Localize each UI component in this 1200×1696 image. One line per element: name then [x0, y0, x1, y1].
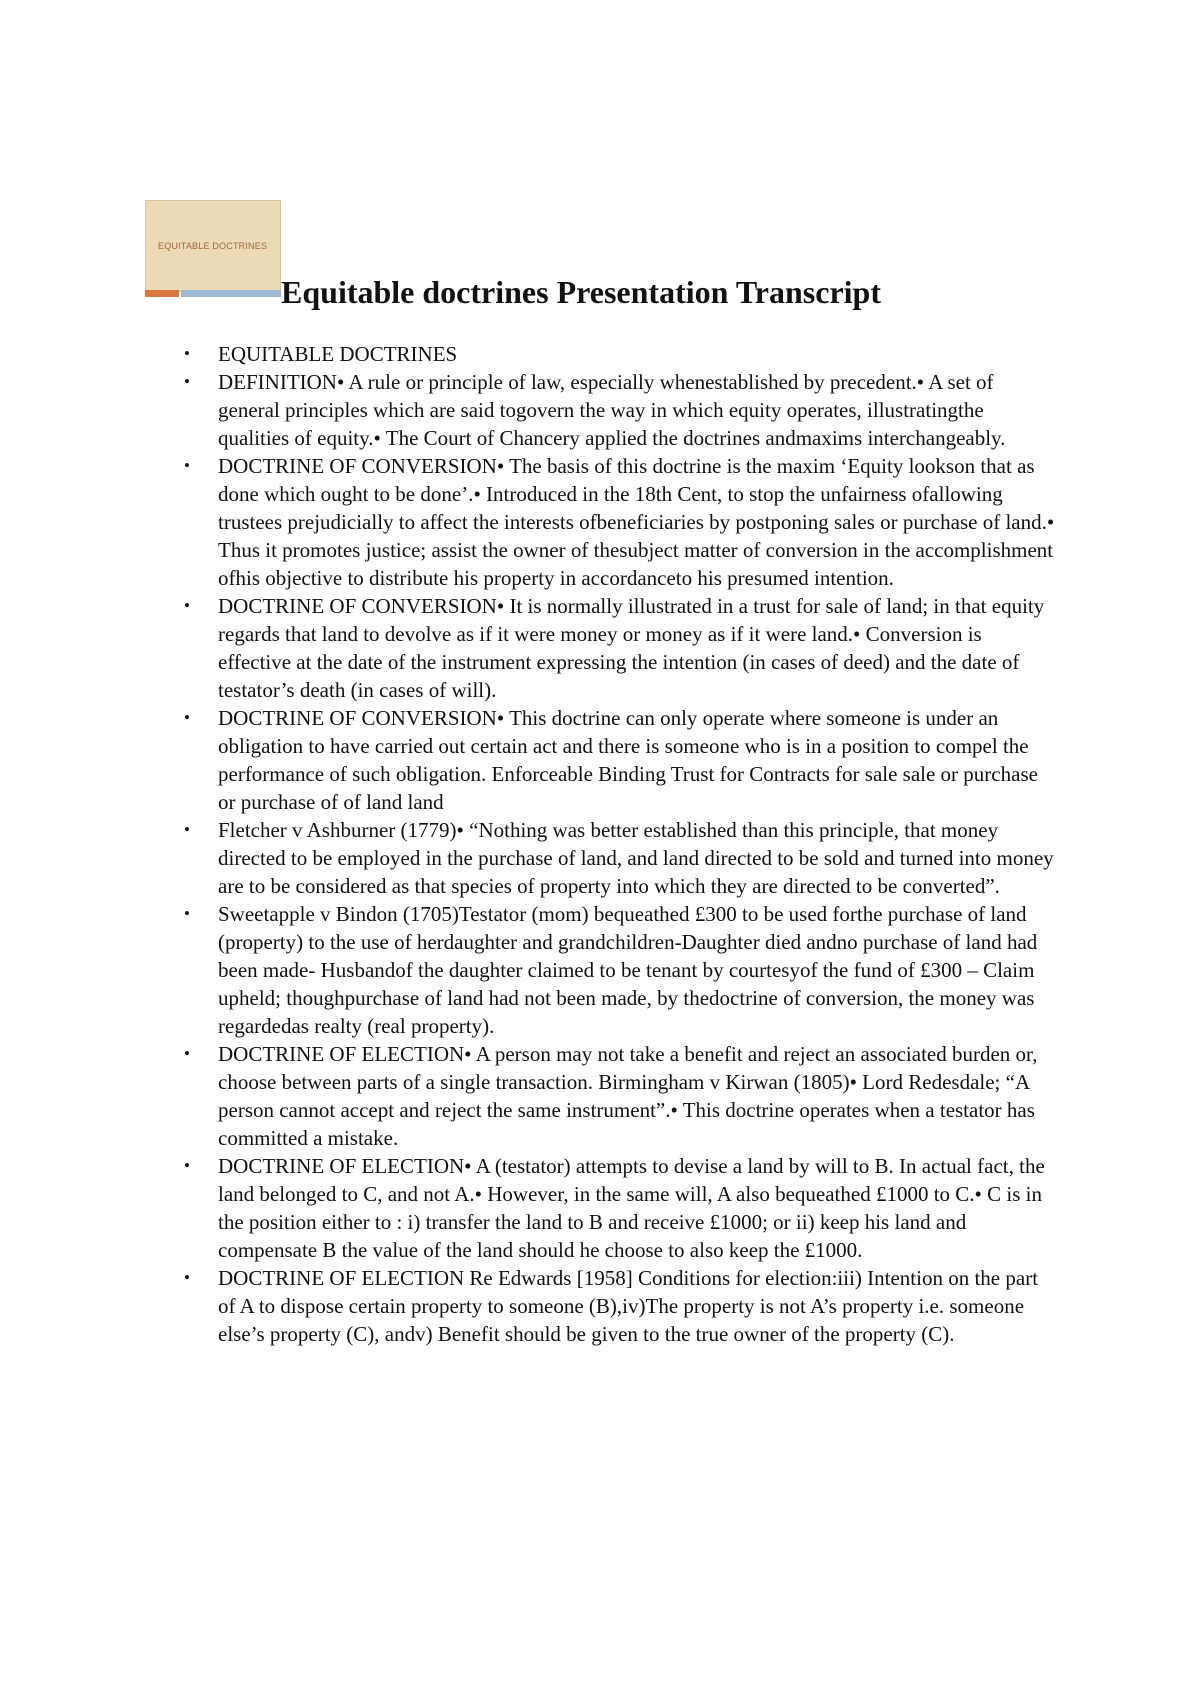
list-item-text: Fletcher v Ashburner (1779)• “Nothing was better established than this principle, that money directed to be employed in the purchase of land, and land directed to be sold and turned into money are to be considered as that species of property into which they are directed to be converted”. [218, 818, 1054, 898]
list-item [184, 1264, 1060, 1348]
list-item [184, 704, 1060, 816]
slide-thumbnail-orange-bar [145, 290, 179, 297]
list-item [184, 340, 1060, 368]
list-item-text: DEFINITION• A rule or principle of law, especially whenestablished by precedent.• A set of general principles which are said togovern the way in which equity operates, illustratingthe qualities of equity.• The Court of Chancery applied the doctrines andmaxims interchangeably. [218, 370, 1006, 450]
list-item-text: DOCTRINE OF ELECTION Re Edwards [1958] Conditions for election:iii) Intention on the part of A to dispose certain property to someone (B),iv)The property is not A’s property i.e. someone else’s property (C), andv) Benefit should be given to the true owner of the property (C). [218, 1266, 1039, 1346]
bullet-icon: • [184, 596, 190, 615]
slide-thumbnail-blue-bar [181, 290, 281, 297]
slide-thumbnail [145, 200, 281, 292]
list-item [184, 592, 1060, 704]
list-item-text: DOCTRINE OF CONVERSION• It is normally illustrated in a trust for sale of land; in that equity regards that land to devolve as if it were money or money as if it were land.• Conversion is effective at the date of the instrument expressing the intention (in cases of deed) and the date of testator’s death (in cases of will). [218, 594, 1045, 702]
list-item [184, 1040, 1060, 1152]
list-item-text: DOCTRINE OF ELECTION• A (testator) attempts to devise a land by will to B. In actual fact, the land belonged to C, and not A.• However, in the same will, A also bequeathed £1000 to C.• C is in the position either to : i) transfer the land to B and receive £1000; or ii) keep his land and compensate B the value of the land should he choose to also keep the £1000. [218, 1154, 1045, 1262]
bullet-icon: • [184, 1268, 190, 1287]
list-item-text: DOCTRINE OF CONVERSION• This doctrine can only operate where someone is under an obligation to have carried out certain act and there is someone who is in a position to compel the performance of such obligation. Enforceable Binding Trust for Contracts for sale sale or purchase or purchase of of land land [218, 706, 1038, 814]
list-item-text: Sweetapple v Bindon (1705)Testator (mom) bequeathed £300 to be used forthe purchase of land (property) to the use of herdaughter and grandchildren-Daughter died andno purchase of land had been made- Husbandof the daughter claimed to be tenant by courtesyof the fund of £300 – Claim upheld; thoughpurchase of land had not been made, by thedoctrine of conversion, the money was regardedas realty (real property). [218, 902, 1038, 1038]
bullet-icon: • [184, 820, 190, 839]
bullet-icon: • [184, 372, 190, 391]
list-item-text: DOCTRINE OF ELECTION• A person may not take a benefit and reject an associated burden or, choose between parts of a single transaction. Birmingham v Kirwan (1805)• Lord Redesdale; “A person cannot accept and reject the same instrument”.• This doctrine operates when a testator has committed a mistake. [218, 1042, 1038, 1150]
bullet-icon: • [184, 904, 190, 923]
list-item [184, 368, 1060, 452]
list-item [184, 900, 1060, 1040]
list-item [184, 816, 1060, 900]
bullet-icon: • [184, 456, 190, 475]
list-item [184, 1152, 1060, 1264]
list-item-text: DOCTRINE OF CONVERSION• The basis of this doctrine is the maxim ‘Equity lookson that as done which ought to be done’.• Introduced in the 18th Cent, to stop the unfairness ofallowing trustees prejudicially to affect the interests ofbeneficiaries by postponing sales or purchase of land.• Thus it promotes justice; assist the owner of thesubject matter of conversion in the accomplishment ofhis objective to distribute his property in accordanceto his presumed intention. [218, 454, 1055, 590]
page-title: Equitable doctrines Presentation Transcript [281, 274, 881, 310]
bullet-icon: • [184, 344, 190, 363]
bullet-icon: • [184, 1156, 190, 1175]
list-item-text: EQUITABLE DOCTRINES [218, 342, 458, 366]
bullet-icon: • [184, 708, 190, 727]
slide-thumbnail-label: EQUITABLE DOCTRINES [158, 241, 268, 251]
bullet-icon: • [184, 1044, 190, 1063]
list-item [184, 452, 1060, 592]
transcript-list [184, 340, 1060, 1348]
